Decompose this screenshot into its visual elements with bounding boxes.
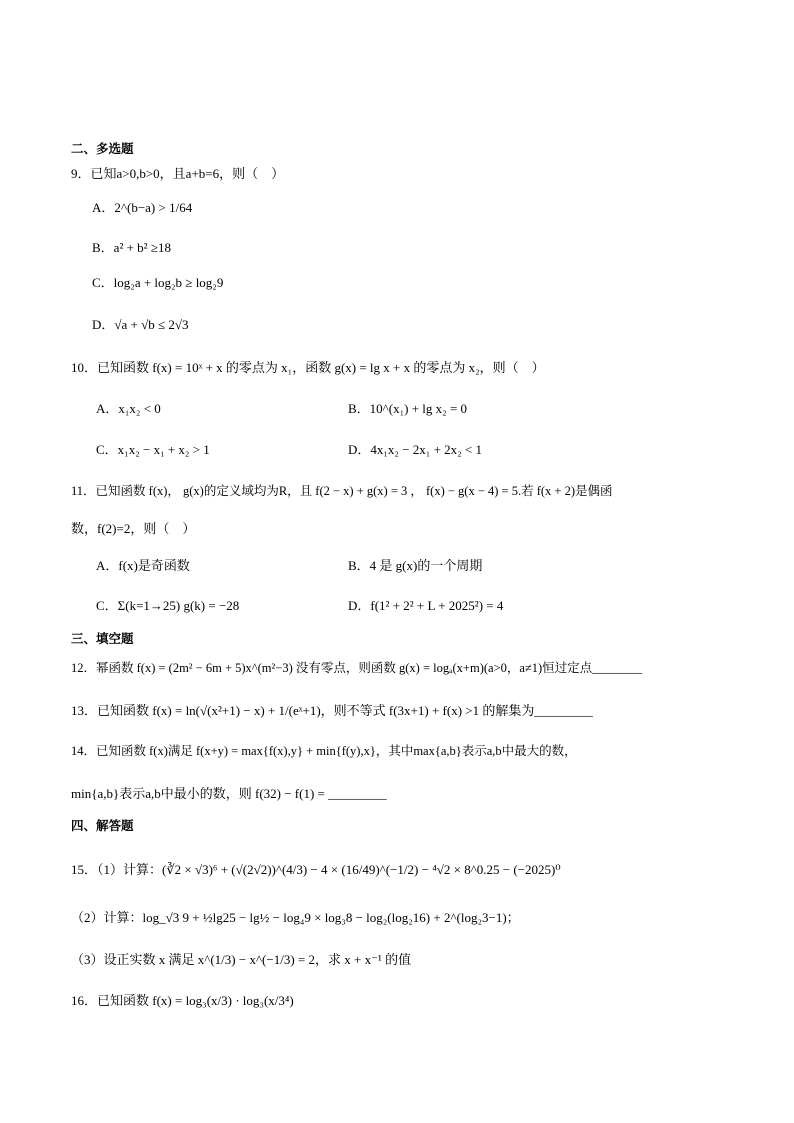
q9-option-b <box>92 240 171 256</box>
q11-option-c <box>96 598 239 614</box>
q10-option-b <box>348 401 467 417</box>
question-14-line1: 14．已知函数 f(x)满足 f(x+y) = max{f(x),y} + min{f(y),x}，其中max{a,b}表示a,b中最大的数， <box>71 744 577 758</box>
option-label: D． <box>348 598 371 613</box>
option-label: A． <box>92 200 115 215</box>
question-15-part1: 15．（1）计算：(∛2 × √3)⁶ + (√(2√2))^(4/3) − 4 × (16/49)^(−1/2) − ⁴√2 × 8^0.25 − (−2025)⁰ <box>71 862 561 877</box>
option-text: x₁x₂ − x₁ + x₂ > 1 <box>117 442 210 457</box>
question-16: 16．已知函数 f(x) = log₃(x/3) · log₃(x/3⁴) <box>71 993 294 1008</box>
q10-option-c <box>96 442 210 458</box>
option-label: C． <box>96 442 118 457</box>
option-label: A． <box>96 401 119 416</box>
option-label: B． <box>348 558 370 573</box>
option-label: D． <box>348 442 371 457</box>
question-15-part2: （2）计算：log_√3 9 + ½lg25 − lg½ − log₄9 × log₃8 − log₂(log₂16) + 2^(log₂3−1)； <box>71 910 520 925</box>
option-text: 4x₁x₂ − 2x₁ + 2x₂ < 1 <box>370 442 483 457</box>
q10-option-a <box>96 401 161 417</box>
section-title-fill-blank: 三、填空题 <box>71 631 134 646</box>
option-text: x₁x₂ < 0 <box>118 401 161 416</box>
option-text: log₂a + log₂b ≥ log₂9 <box>113 275 224 290</box>
option-label: D． <box>92 317 115 332</box>
option-text: Σ(k=1→25) g(k) = −28 <box>117 598 240 613</box>
q9-option-d <box>92 317 189 333</box>
q9-option-c <box>92 275 223 291</box>
section-title-answer: 四、解答题 <box>71 818 134 833</box>
option-label: C． <box>92 275 114 290</box>
question-9-stem: 9．已知a>0,b>0，且a+b=6，则（ ） <box>71 166 285 181</box>
q11-option-a <box>96 558 190 574</box>
option-label: A． <box>96 558 119 573</box>
q11-option-b <box>348 558 482 574</box>
option-text: √a + √b ≤ 2√3 <box>114 317 189 332</box>
question-15-part3: （3）设正实数 x 满足 x^(1/3) − x^(−1/3) = 2，求 x + x⁻¹ 的值 <box>71 952 412 967</box>
question-10-stem: 10．已知函数 f(x) = 10ˣ + x 的零点为 x₁，函数 g(x) = lg x + x 的零点为 x₂，则（ ） <box>71 360 545 375</box>
option-label: B． <box>92 240 114 255</box>
option-text: 10^(x₁) + lg x₂ = 0 <box>369 401 468 416</box>
q11-option-d <box>348 598 503 614</box>
question-14-line2: min{a,b}表示a,b中最小的数，则 f(32) − f(1) = _________ <box>71 786 387 801</box>
question-13: 13．已知函数 f(x) = ln(√(x²+1) − x) + 1/(eˣ+1)，则不等式 f(3x+1) + f(x) >1 的解集为_________ <box>71 703 593 718</box>
option-text: f(1² + 2² + L + 2025²) = 4 <box>370 598 504 613</box>
option-text: 4 是 g(x)的一个周期 <box>369 558 483 573</box>
option-label: B． <box>348 401 370 416</box>
question-12: 12．幂函数 f(x) = (2m² − 6m + 5)x^(m²−3) 没有零点，则函数 g(x) = logₐ(x+m)(a>0，a≠1)恒过定点________ <box>71 661 643 675</box>
section-title-multi-choice: 二、多选题 <box>71 141 134 156</box>
question-11-stem-line1: 11．已知函数 f(x)， g(x)的定义域均为R，且 f(2 − x) + g(x) = 3 ， f(x) − g(x − 4) = 5.若 f(x + 2)是偶函 <box>71 484 613 498</box>
option-text: a² + b² ≥18 <box>113 240 171 255</box>
option-label: C． <box>96 598 118 613</box>
question-11-stem-line2: 数，f(2)=2，则（ ） <box>71 521 196 536</box>
q10-option-d <box>348 442 482 458</box>
option-text: 2^(b−a) > 1/64 <box>114 200 193 215</box>
option-text: f(x)是奇函数 <box>118 558 190 573</box>
q9-option-a <box>92 200 192 216</box>
